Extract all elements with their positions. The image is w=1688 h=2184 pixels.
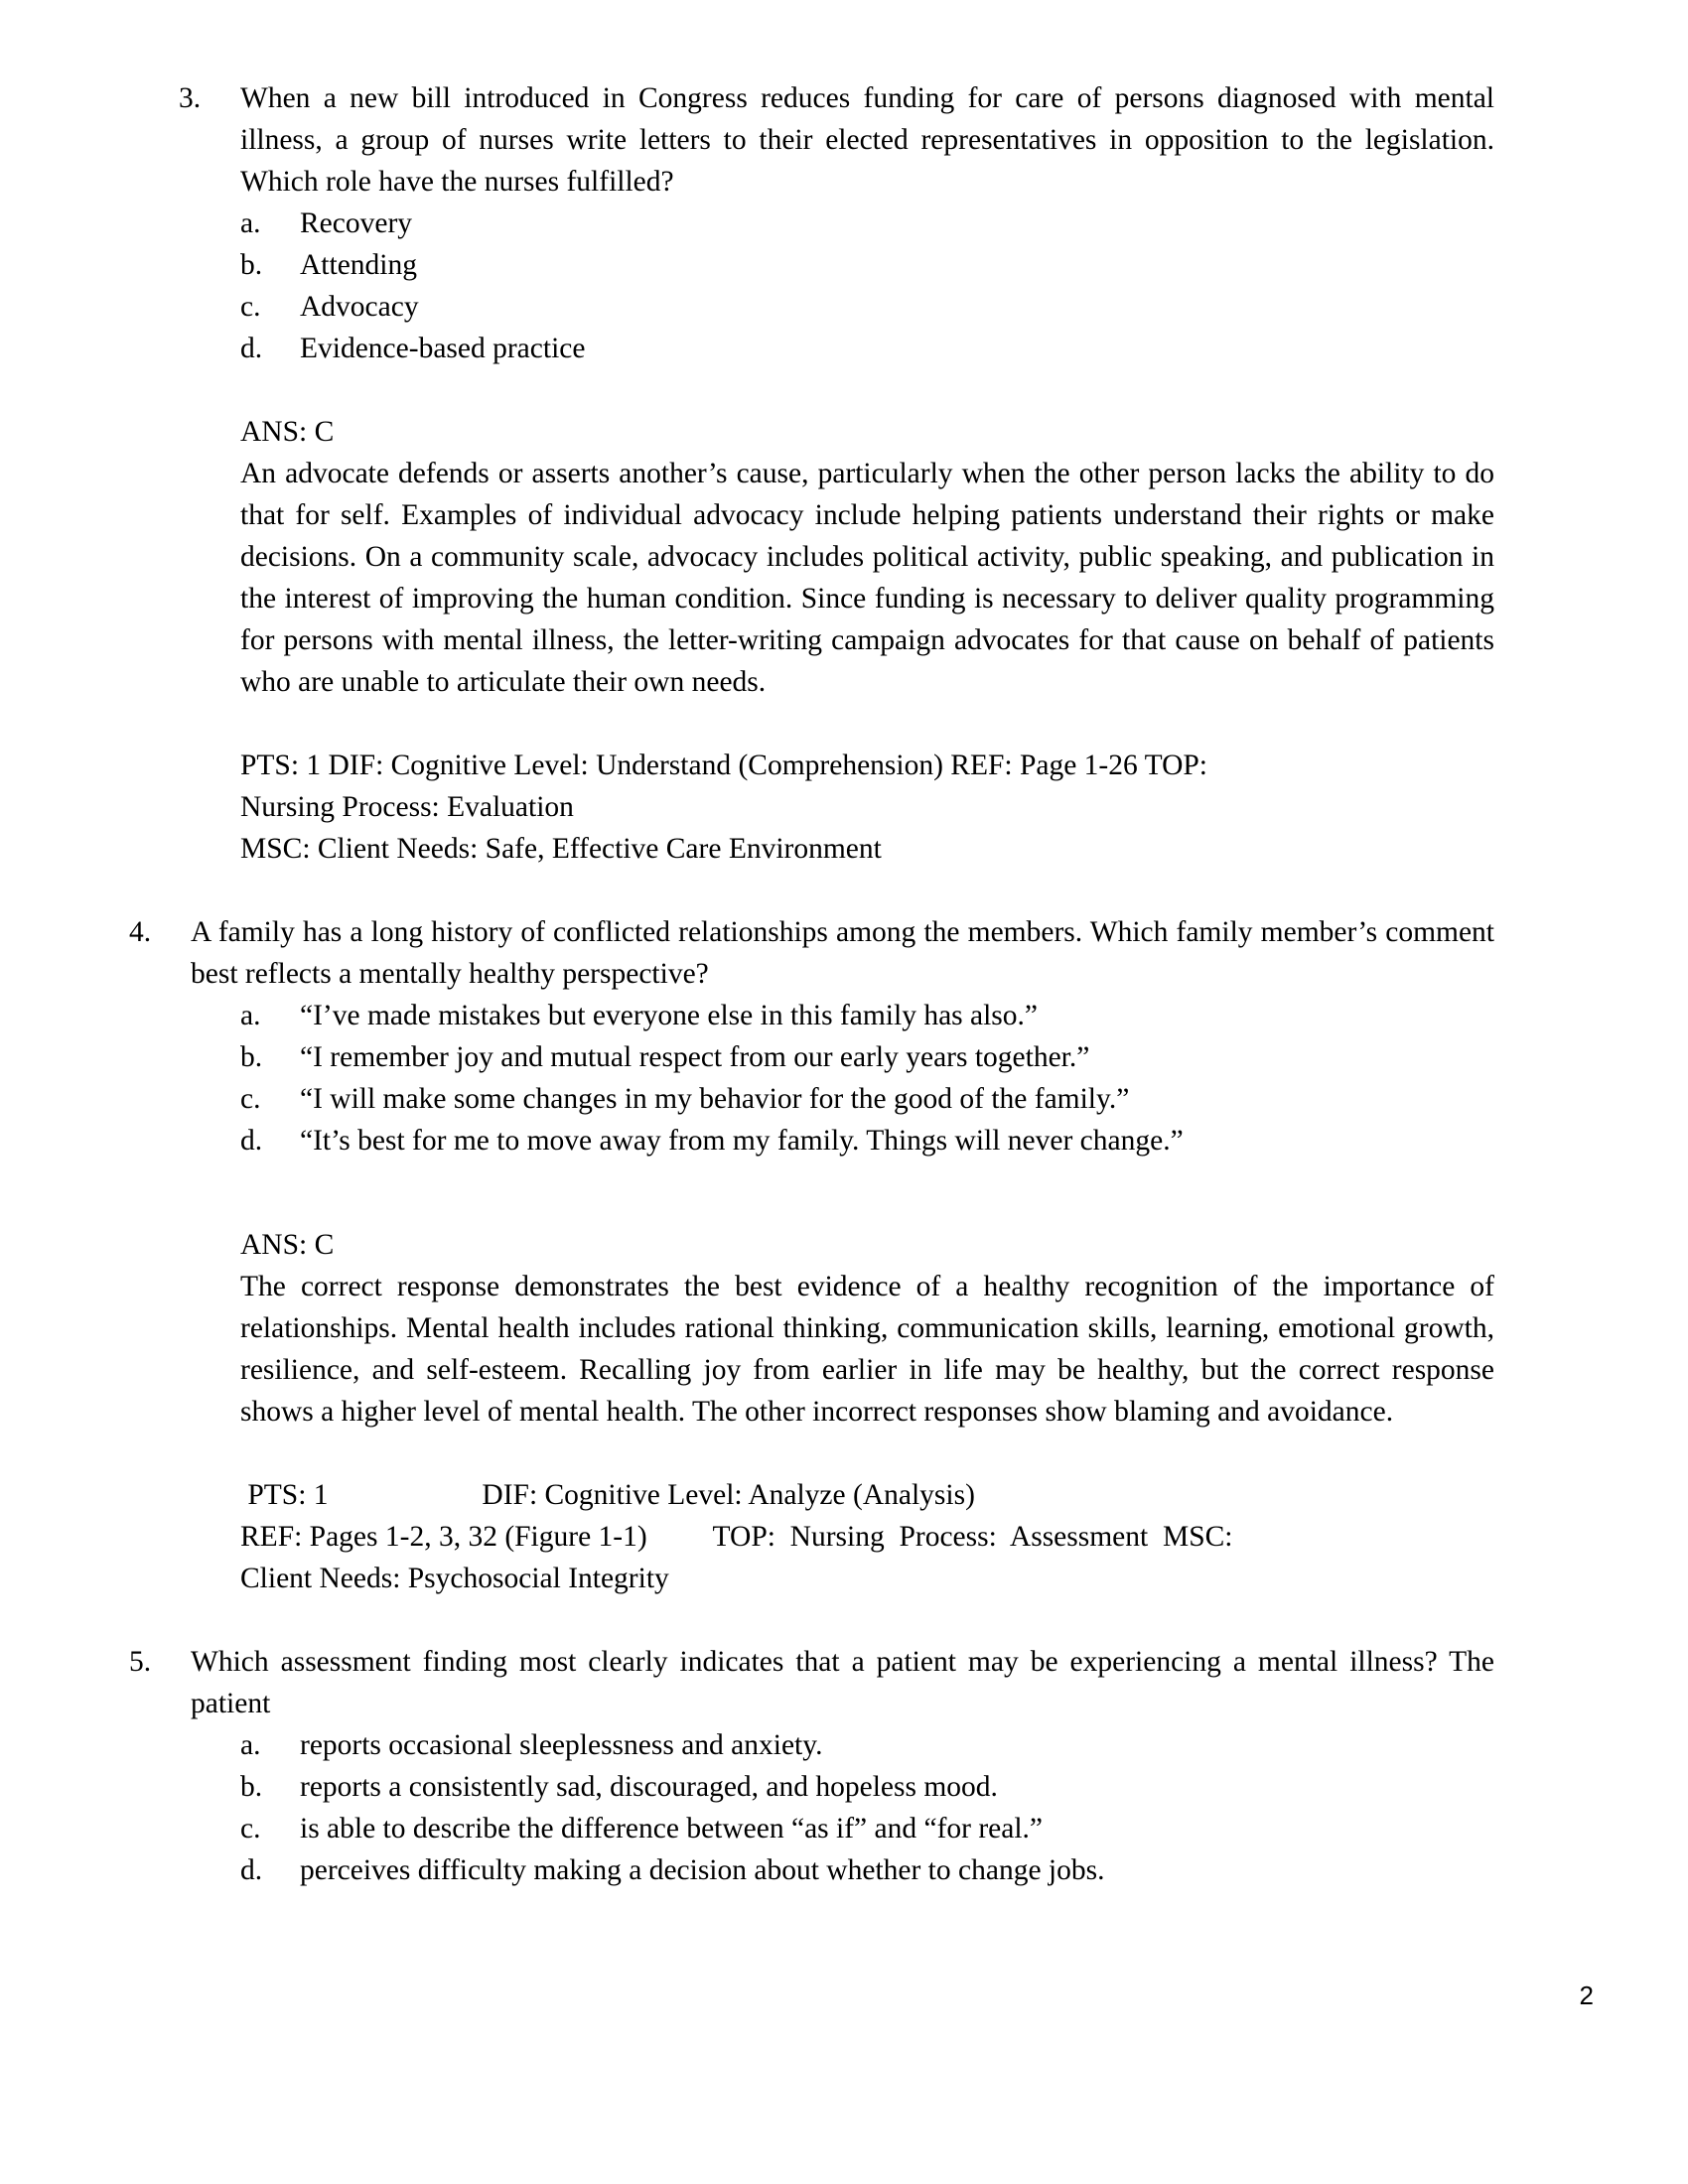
option-letter: b. [240,249,263,281]
option-text: “I remember joy and mutual respect from our early years together.” [300,1041,1090,1073]
option-row [179,328,1494,369]
blank-line [129,1203,1494,1224]
option-letter: c. [240,291,261,323]
options-list [129,1724,1494,1891]
metadata-line-msc: MSC: Client Needs: Safe, Effective Care Environment [240,833,882,865]
page-number: 2 [1579,1980,1594,2010]
option-row [129,1724,1494,1766]
option-letter: a. [240,207,261,239]
blank-line [179,703,1494,745]
question-metadata [240,1474,1494,1599]
question-metadata [240,745,1494,870]
question-stem-text: A family has a long history of conflicted relationships among the members. Which family member’s comment best reflects a mentally healthy perspective? [191,916,1494,990]
option-text: is able to describe the difference between “as if” and “for real.” [300,1813,1044,1844]
option-text: reports a consistently sad, discouraged, and hopeless mood. [300,1771,998,1803]
option-row [129,1849,1494,1891]
option-text: “I will make some changes in my behavior for the good of the family.” [300,1083,1130,1115]
option-letter: a. [240,1729,261,1761]
question-block-4 [129,911,1494,1599]
option-text: Recovery [300,207,413,239]
option-row [129,1036,1494,1078]
option-row [129,1120,1494,1161]
question-number: 5. [129,1646,152,1678]
blank-line [179,369,1494,411]
option-letter: c. [240,1813,261,1844]
answer-rationale: The correct response demonstrates the best evidence of a healthy recognition of the importance of relationships. Mental health includes rational thinking, communication skills, learning, emotional growth, resilience, and self-esteem. Recalling joy from earlier in life may be healthy, but the correct response shows a higher level of mental health. The other incorrect responses show blaming and avoidance. [240,1271,1494,1428]
option-text: Attending [300,249,417,281]
option-text: Evidence-based practice [300,333,586,364]
answer-label: ANS: C [240,416,335,448]
metadata-line-top: Nursing Process: Evaluation [240,791,574,823]
page-content [129,77,1494,1891]
question-number: 3. [179,82,202,114]
question-stem-row [179,77,1494,203]
question-stem-text: Which assessment finding most clearly indicates that a patient may be experiencing a mental illness? The patient [191,1646,1494,1719]
blank-line [129,1433,1494,1474]
option-row [179,244,1494,286]
question-block-5 [129,1641,1494,1891]
question-stem-row [129,911,1494,995]
option-row [179,203,1494,244]
option-letter: d. [240,333,263,364]
blank-line [129,1161,1494,1203]
metadata-line-ref: REF: Pages 1-2, 3, 32 (Figure 1-1) TOP: Nursing Process: Assessment MSC: [240,1521,1233,1553]
option-text: perceives difficulty making a decision about whether to change jobs. [300,1854,1105,1886]
blank-line [179,1599,1494,1641]
answer-block [240,1224,1494,1433]
answer-block [240,411,1494,703]
options-list [129,995,1494,1161]
option-letter: b. [240,1771,263,1803]
option-letter: c. [240,1083,261,1115]
options-list [179,203,1494,369]
question-stem-row [129,1641,1494,1724]
option-text: reports occasional sleeplessness and anxiety. [300,1729,823,1761]
option-row [179,286,1494,328]
metadata-line-pts: PTS: 1 DIF: Cognitive Level: Understand (Comprehension) REF: Page 1-26 TOP: [240,750,1207,781]
option-letter: b. [240,1041,263,1073]
question-stem-text: When a new bill introduced in Congress reduces funding for care of persons diagnosed with mental illness, a group of nurses write letters to their elected representatives in opposition to the legislation. Which role have the nurses fulfilled? [240,82,1494,198]
option-letter: a. [240,1000,261,1031]
blank-line [179,870,1494,911]
metadata-line-pts: PTS: 1 DIF: Cognitive Level: Analyze (Analysis) [240,1479,975,1511]
option-text: Advocacy [300,291,419,323]
answer-rationale: An advocate defends or asserts another’s cause, particularly when the other person lacks the ability to do that for self. Examples of individual advocacy include helping patients understand their rights or make decisions. On a community scale, advocacy includes political activity, public speaking, and publication in the interest of improving the human condition. Since funding is necessary to deliver quality programming for persons with mental illness, the letter-writing campaign advocates for that cause on behalf of patients who are unable to articulate their own needs. [240,458,1494,698]
option-row [129,1766,1494,1808]
metadata-line-msc: Client Needs: Psychosocial Integrity [240,1563,669,1594]
option-letter: d. [240,1854,263,1886]
answer-label: ANS: C [240,1229,335,1261]
option-text: “It’s best for me to move away from my family. Things will never change.” [300,1125,1184,1157]
option-text: “I’ve made mistakes but everyone else in this family has also.” [300,1000,1039,1031]
option-row [129,1808,1494,1849]
option-row [129,1078,1494,1120]
question-block-3 [179,77,1494,870]
option-letter: d. [240,1125,263,1157]
question-number: 4. [129,916,152,948]
option-row [129,995,1494,1036]
